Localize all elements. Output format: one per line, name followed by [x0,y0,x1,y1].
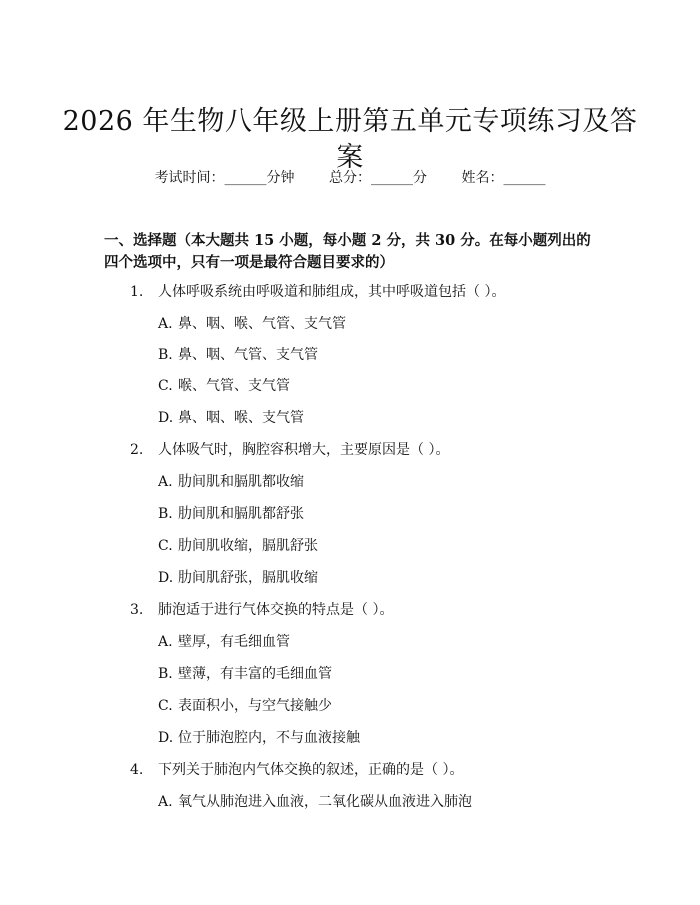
question-1-option-a [158,314,620,334]
option-text: 肋间肌收缩，膈肌舒张 [178,538,318,554]
section-heading: 一、选择题（本大题共 15 小题，每小题 2 分，共 30 分。在每小题列出的四个选项中，只有一项是最符合题目要求的） [104,232,591,271]
option-text: 鼻、咽、喉、气管、支气管 [178,316,346,332]
exam-time-field: 考试时间：______分钟 [154,170,295,186]
question-text: 人体呼吸系统由呼吸道和肺组成，其中呼吸道包括（ ）。 [158,284,506,300]
option-letter: A. [158,794,173,810]
question-2-option-a [158,472,620,492]
question-1-option-b [158,345,620,365]
option-text: 鼻、咽、气管、支气管 [178,347,318,363]
question-3 [130,600,620,620]
question-3-option-c [158,696,620,716]
question-4 [130,760,620,780]
question-text: 人体吸气时，胸腔容积增大，主要原因是（ ）。 [158,442,450,458]
document-title: 2026 年生物八年级上册第五单元专项练习及答案 [62,106,638,174]
total-score-field: 总分：______分 [329,170,427,186]
question-2-option-c [158,536,620,556]
question-3-option-b [158,664,620,684]
question-4-option-a [158,792,620,812]
question-1-option-c [158,376,620,396]
option-letter: B. [158,666,173,682]
option-text: 表面积小，与空气接触少 [178,698,332,714]
question-number: 2. [130,442,144,458]
student-name-field: 姓名：______ [461,170,546,186]
option-letter: A. [158,474,173,490]
question-3-option-a [158,632,620,652]
question-number: 4. [130,762,144,778]
option-text: 鼻、咽、喉、支气管 [178,410,304,426]
option-letter: A. [158,634,173,650]
question-3-option-d [158,728,620,748]
exam-info-line [0,168,700,188]
question-2-option-d [158,568,620,588]
option-letter: D. [158,730,174,746]
question-2-option-b [158,504,620,524]
option-text: 肋间肌和膈肌都收缩 [178,474,304,490]
option-letter: B. [158,347,173,363]
option-letter: C. [158,378,173,394]
option-letter: C. [158,538,173,554]
question-text: 肺泡适于进行气体交换的特点是（ ）。 [158,602,394,618]
option-letter: D. [158,410,174,426]
option-text: 氧气从肺泡进入血液，二氧化碳从血液进入肺泡 [178,794,472,810]
option-text: 壁薄，有丰富的毛细血管 [178,666,332,682]
option-text: 喉、气管、支气管 [178,378,290,394]
option-letter: C. [158,698,173,714]
question-text: 下列关于肺泡内气体交换的叙述，正确的是（ ）。 [158,762,464,778]
question-number: 1. [130,284,144,300]
option-text: 肋间肌和膈肌都舒张 [178,506,304,522]
option-text: 壁厚，有毛细血管 [178,634,290,650]
question-number: 3. [130,602,144,618]
option-text: 肋间肌舒张，膈肌收缩 [178,570,318,586]
question-1 [130,282,620,302]
option-text: 位于肺泡腔内，不与血液接触 [178,730,360,746]
option-letter: B. [158,506,173,522]
question-2 [130,440,620,460]
option-letter: D. [158,570,174,586]
question-1-option-d [158,408,620,428]
option-letter: A. [158,316,173,332]
